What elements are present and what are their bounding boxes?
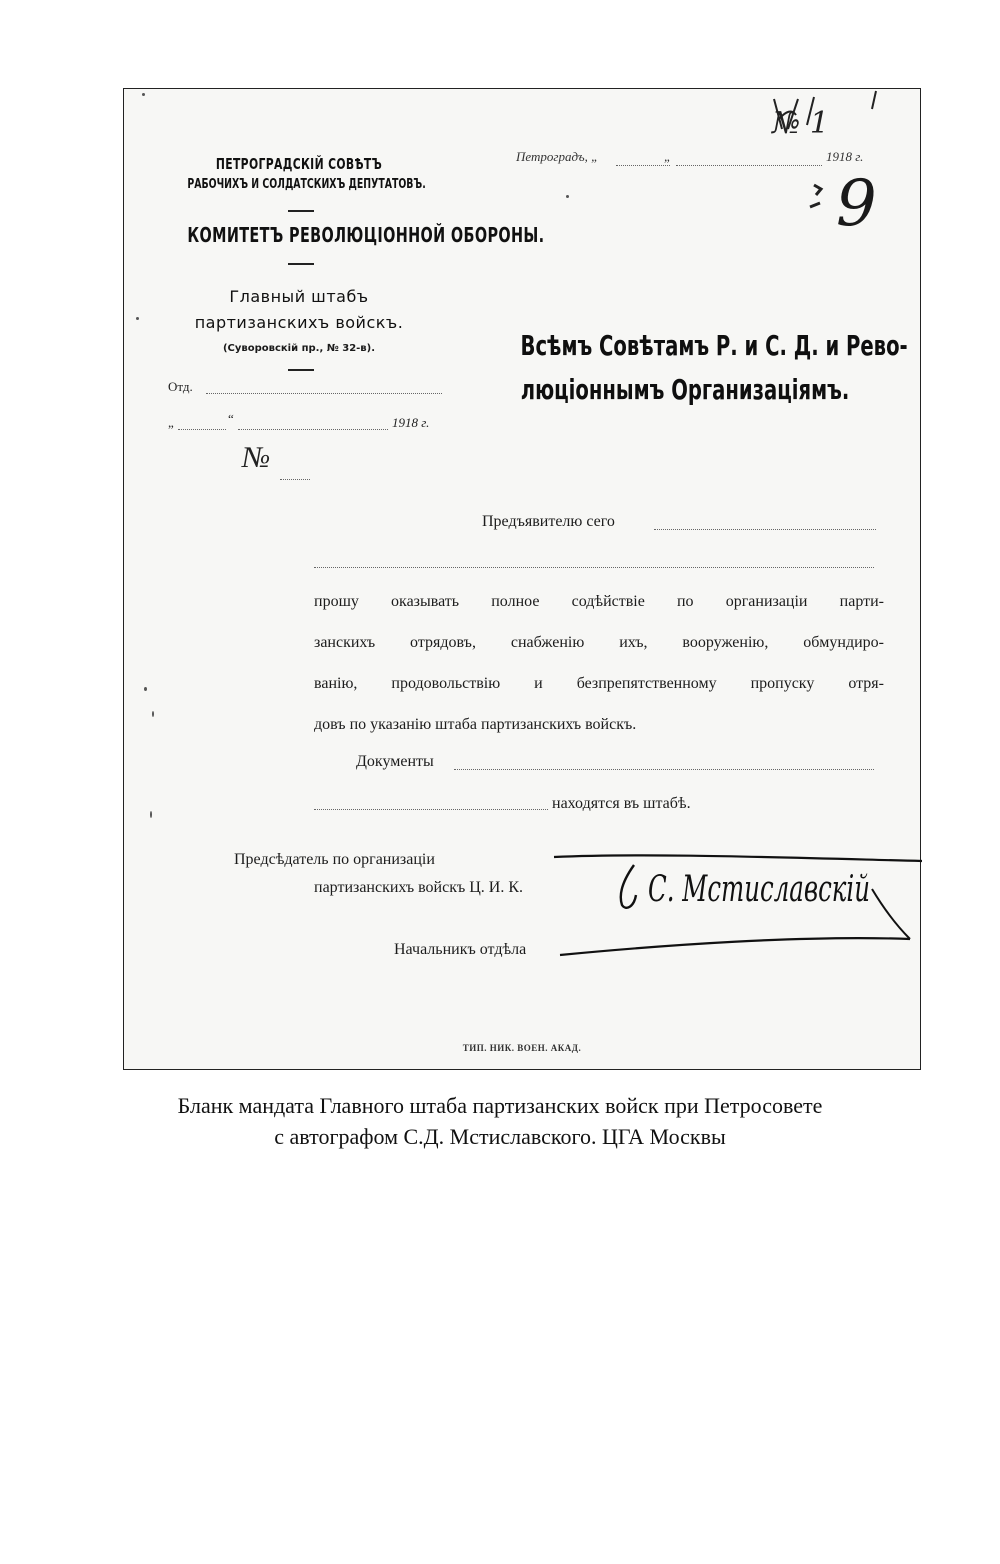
signature-underline [560,938,910,955]
date-quote: „ [664,149,672,164]
speck [150,811,152,818]
handwritten-digit: 9 [836,167,877,241]
speck [136,317,139,320]
bearer-label: Предъявителю сего [482,513,615,530]
handwritten-mark [810,185,821,207]
body-line-2: занскихъ отрядовъ, снабженію ихъ, вооруженію, обмундиро- [314,634,884,651]
body-line-1: прошу оказывать полное содѣйствіе по организаціи парти- [314,593,884,610]
addressee-heading-line2: люціоннымъ Организаціямъ. [520,373,850,406]
body-line-4: довъ по указанію штаба партизанскихъ войскъ. [314,716,637,733]
handwritten-number: № 1 [772,106,830,141]
year-left: 1918 г. [392,415,430,430]
handwritten-number-mark [774,91,876,129]
caption-line-2: с автографом С.Д. Мстиславского. ЦГА Москвы [274,1124,726,1149]
signature-tail [872,889,910,939]
hq-address: (Суворовскій пр., № 32-в). [222,343,376,354]
bearer-fill-line-2 [314,567,874,568]
dept-fill-line [206,393,442,394]
divider [288,263,314,265]
dept-label: Отд. [168,379,193,394]
signature-upper-stroke [554,855,922,861]
city-label: Петроградъ, „ [516,149,599,164]
date-open-quote: „ [168,415,174,430]
month-fill-line [676,165,822,166]
documents-label: Документы [356,753,434,770]
date-close-quote: “ [228,411,234,426]
committee-title: КОМИТЕТЪ РЕВОЛЮЦІОННОЙ ОБОРОНЫ. [187,223,545,247]
addressee-heading-line1: Всѣмъ Совѣтамъ Р. и С. Д. и Рево- [520,329,908,362]
chief-label: Начальникъ отдѣла [394,941,527,958]
speck [152,711,154,717]
number-sign: № [242,441,271,474]
year-right: 1918 г. [826,149,864,164]
signature-initial [621,865,636,908]
documents-fill-line [454,769,874,770]
signature: С. Мстиславскій [648,869,870,910]
located-text: находятся въ штабѣ. [552,795,691,812]
number-fill-line [280,479,310,480]
printer-imprint: ТИП. НИК. ВОЕН. АКАД. [462,1043,582,1053]
hq-title-line1: Главный штабъ [229,287,369,306]
hq-title-line2: партизанскихъ войскъ. [194,313,404,332]
body-line-3: ванію, продовольствію и безпрепятственному пропуску отря- [314,675,884,692]
org-title-line2: РАБОЧИХЪ И СОЛДАТСКИХЪ ДЕПУТАТОВЪ. [187,177,426,192]
bearer-fill-line [654,529,876,530]
month-fill-line [238,429,388,430]
caption-line-1: Бланк мандата Главного штаба партизанских войск при Петросовете [177,1093,823,1118]
org-title-line1: ПЕТРОГРАДСКІЙ СОВѢТЪ [215,155,383,173]
speck [144,687,147,691]
speck [566,195,569,198]
documents-fill-line-2 [314,809,548,810]
chairman-line-1: Предсѣдатель по организаціи [234,851,435,868]
day-fill-line [616,165,670,166]
divider [288,369,314,371]
divider [288,210,314,212]
day-fill-line [178,429,226,430]
speck [142,93,145,96]
chairman-line-2: партизанскихъ войскъ Ц. И. К. [314,879,524,896]
mandate-document [123,88,921,1070]
